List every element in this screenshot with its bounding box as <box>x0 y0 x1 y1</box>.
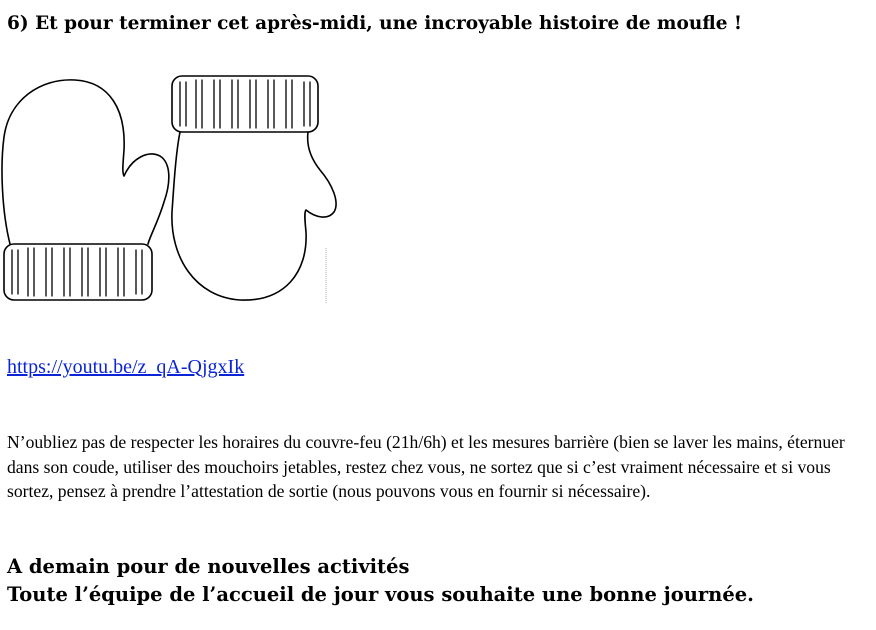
curfew-notice: N’oubliez pas de respecter les horaires du couvre-feu (21h/6h) et les mesures barrière (bien se laver les mains, éternuer dans son coude, utiliser des mouchoirs jetables, restez chez vous, ne sortez que si c’est vraiment nécessaire et si vous sortez, pensez à prendre l’attestation de sortie (nous pouvons vous en fournir si nécessaire). <box>7 432 845 501</box>
section-heading: 6) Et pour terminer cet après-midi, une incroyable histoire de moufle ! <box>7 13 743 34</box>
video-link[interactable]: https://youtu.be/z_qA-QjgxIk <box>7 356 245 378</box>
left-mitten-outline <box>2 80 169 244</box>
right-mitten-cuff <box>172 76 318 132</box>
closing-line-2: Toute l’équipe de l’accueil de jour vous souhaite une bonne journée. <box>7 583 754 606</box>
left-mitten-cuff <box>4 244 152 300</box>
closing-line-1: A demain pour de nouvelles activités <box>7 555 410 578</box>
closing-message <box>7 553 869 609</box>
right-mitten-outline <box>172 132 336 300</box>
mittens-icon <box>0 72 345 312</box>
